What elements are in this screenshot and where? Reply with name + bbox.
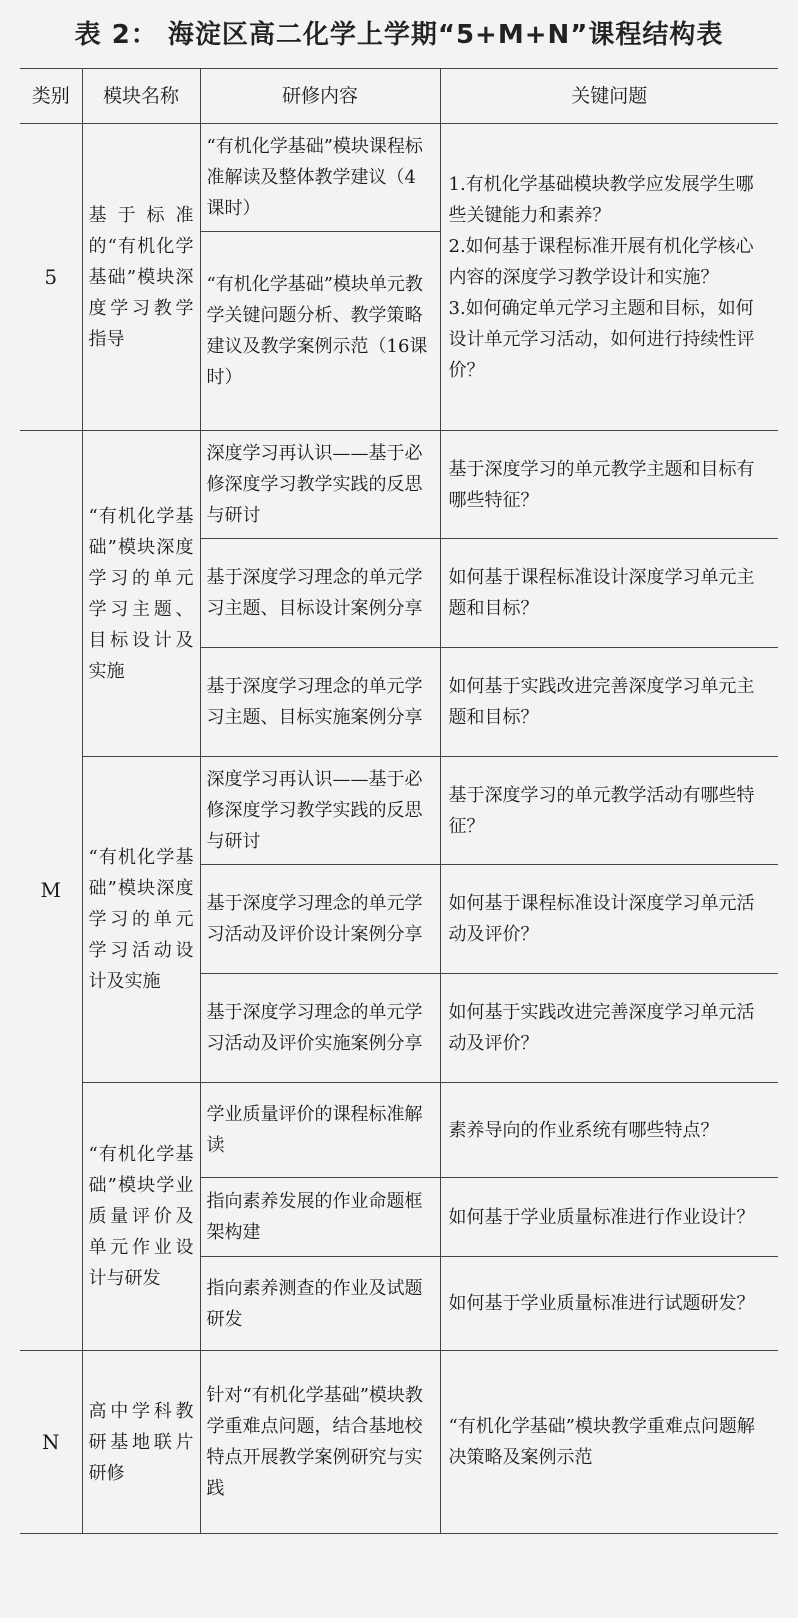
header-question: 关键问题 xyxy=(440,69,778,124)
content-cell: 深度学习再认识——基于必修深度学习教学实践的反思与研讨 xyxy=(200,757,440,865)
table-row xyxy=(20,1083,778,1178)
content-cell: 基于深度学习理念的单元学习主题、目标实施案例分享 xyxy=(200,648,440,757)
table-row xyxy=(20,124,778,232)
content-cell: 基于深度学习理念的单元学习活动及评价设计案例分享 xyxy=(200,865,440,974)
question-cell: 如何基于实践改进完善深度学习单元主题和目标？ xyxy=(440,648,778,757)
table-header-row xyxy=(20,69,778,124)
table-title: 表 2： 海淀区高二化学上学期“5+M+N”课程结构表 xyxy=(74,20,724,50)
content-cell: 深度学习再认识——基于必修深度学习教学实践的反思与研讨 xyxy=(200,431,440,539)
question-cell: 如何基于实践改进完善深度学习单元活动及评价？ xyxy=(440,974,778,1083)
category-cell: 5 xyxy=(20,124,82,431)
question-cell: 基于深度学习的单元教学主题和目标有哪些特征？ xyxy=(440,431,778,539)
content-cell: 针对“有机化学基础”模块教学重难点问题，结合基地校特点开展教学案例研究与实践 xyxy=(200,1351,440,1534)
course-structure-table xyxy=(20,68,778,1534)
question-cell: 如何基于学业质量标准进行试题研发？ xyxy=(440,1257,778,1351)
question-cell: 素养导向的作业系统有哪些特点？ xyxy=(440,1083,778,1178)
table-row xyxy=(20,431,778,539)
module-cell: “有机化学基础”模块深度学习的单元学习主题、目标设计及实施 xyxy=(82,431,200,757)
content-cell: “有机化学基础”模块课程标准解读及整体教学建议（4课时） xyxy=(200,124,440,232)
module-cell: 高中学科教研基地联片研修 xyxy=(82,1351,200,1534)
header-category: 类别 xyxy=(20,69,82,124)
question-cell: 如何基于课程标准设计深度学习单元活动及评价？ xyxy=(440,865,778,974)
content-cell: 基于深度学习理念的单元学习主题、目标设计案例分享 xyxy=(200,539,440,648)
module-cell: “有机化学基础”模块深度学习的单元学习活动设计及实施 xyxy=(82,757,200,1083)
table-row xyxy=(20,757,778,865)
content-cell: 指向素养测查的作业及试题研发 xyxy=(200,1257,440,1351)
table-row xyxy=(20,1351,778,1534)
content-cell: 基于深度学习理念的单元学习活动及评价实施案例分享 xyxy=(200,974,440,1083)
content-cell: “有机化学基础”模块单元教学关键问题分析、教学策略建议及教学案例示范（16课时） xyxy=(200,232,440,431)
question-cell: 1.有机化学基础模块教学应发展学生哪些关键能力和素养？ 2.如何基于课程标准开展有机化学核心内容的深度学习教学设计和实施？ 3.如何确定单元学习主题和目标，如何设计单元学习活动，如何进行持续性评价？ xyxy=(440,124,778,431)
module-cell: “有机化学基础”模块学业质量评价及单元作业设计与研发 xyxy=(82,1083,200,1351)
category-cell: M xyxy=(20,431,82,1351)
question-cell: 如何基于课程标准设计深度学习单元主题和目标？ xyxy=(440,539,778,648)
module-cell: 基于标准的“有机化学基础”模块深度学习教学指导 xyxy=(82,124,200,431)
content-cell: 指向素养发展的作业命题框架构建 xyxy=(200,1178,440,1257)
header-module: 模块名称 xyxy=(82,69,200,124)
content-cell: 学业质量评价的课程标准解读 xyxy=(200,1083,440,1178)
question-cell: 基于深度学习的单元教学活动有哪些特征？ xyxy=(440,757,778,865)
header-content: 研修内容 xyxy=(200,69,440,124)
question-cell: 如何基于学业质量标准进行作业设计？ xyxy=(440,1178,778,1257)
category-cell: N xyxy=(20,1351,82,1534)
question-cell: “有机化学基础”模块教学重难点问题解决策略及案例示范 xyxy=(440,1351,778,1534)
